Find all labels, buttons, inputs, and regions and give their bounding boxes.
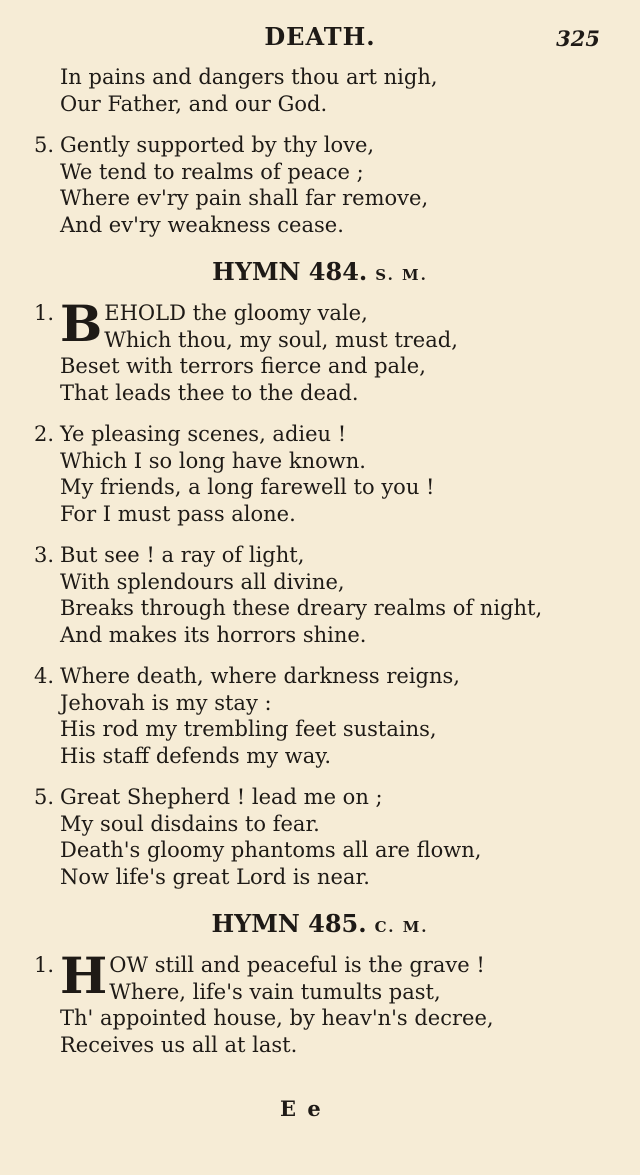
verse-line: OW still and peaceful is the grave ! [109, 953, 485, 977]
hymn-meter: C. M. [374, 918, 429, 936]
verse-line: Jehovah is my stay : [60, 690, 272, 715]
verse-line: That leads thee to the dead. [60, 380, 359, 405]
hymn-number: HYMN 485. [211, 909, 367, 938]
page-number: 325 [556, 26, 600, 51]
verse-line: Where ev'ry pain shall far remove, [60, 186, 429, 210]
stanza-5 [34, 784, 640, 890]
verse-line: Receives us all at last. [60, 1032, 298, 1057]
verse-line: Th' appointed house, by heav'n's decree, [60, 1006, 494, 1030]
drop-cap: B [60, 294, 103, 353]
verse-line: Which thou, my soul, must tread, [104, 327, 458, 352]
verse-line: Breaks through these dreary realms of night, [60, 596, 543, 620]
hymn-title-485 [0, 904, 640, 944]
page-content [0, 64, 640, 1058]
verse-line: Now life's great Lord is near. [60, 864, 370, 889]
verse-line: Where death, where darkness reigns, [60, 664, 460, 688]
page-header [0, 22, 640, 58]
catchword: E e [280, 1096, 323, 1121]
stanza-number: 4. [34, 664, 55, 688]
stanza-1 [34, 294, 640, 406]
verse-line: Great Shepherd ! lead me on ; [60, 785, 383, 809]
verse-line: Gently supported by thy love, [60, 133, 375, 157]
verse-line: Ye pleasing scenes, adieu ! [60, 422, 347, 446]
verse-line: Where, life's vain tumults past, [109, 979, 441, 1004]
stanza-3 [34, 542, 640, 648]
stanza-number: 5. [34, 785, 55, 809]
drop-cap: H [60, 946, 108, 1005]
verse-line: My soul disdains to fear. [60, 811, 320, 836]
verse-line: But see ! a ray of light, [60, 543, 305, 567]
verse-line: His staff defends my way. [60, 743, 332, 768]
verse-line: My friends, a long farewell to you ! [60, 475, 435, 499]
stanza-continued [34, 64, 640, 117]
verse-line: EHOLD the gloomy vale, [104, 301, 368, 325]
stanza-4 [34, 663, 640, 769]
verse-line: In pains and dangers thou art nigh, [60, 65, 438, 89]
verse-line: And ev'ry weakness cease. [60, 212, 344, 237]
verse-line: Our Father, and our God. [60, 91, 328, 116]
verse-line: Beset with terrors fierce and pale, [60, 354, 426, 378]
hymn-title-484 [0, 252, 640, 292]
stanza-2 [34, 421, 640, 527]
verse-line: We tend to realms of peace ; [60, 159, 364, 184]
verse-line: For I must pass alone. [60, 501, 296, 526]
running-head: DEATH. [264, 22, 376, 51]
stanza-5-continued [34, 132, 640, 238]
stanza-number: 5. [34, 133, 55, 157]
stanza-number: 3. [34, 543, 55, 567]
verse-line: His rod my trembling feet sustains, [60, 717, 437, 741]
hymn-meter: S. M. [375, 266, 428, 284]
stanza-1-485 [34, 946, 640, 1058]
stanza-number: 1. [34, 301, 55, 325]
verse-line: Death's gloomy phantoms all are flown, [60, 838, 482, 862]
verse-line: With splendours all divine, [60, 569, 345, 594]
stanza-number: 1. [34, 953, 55, 977]
stanza-number: 2. [34, 422, 55, 446]
verse-line: Which I so long have known. [60, 448, 366, 473]
verse-line: And makes its horrors shine. [60, 622, 367, 647]
hymn-number: HYMN 484. [212, 257, 368, 286]
